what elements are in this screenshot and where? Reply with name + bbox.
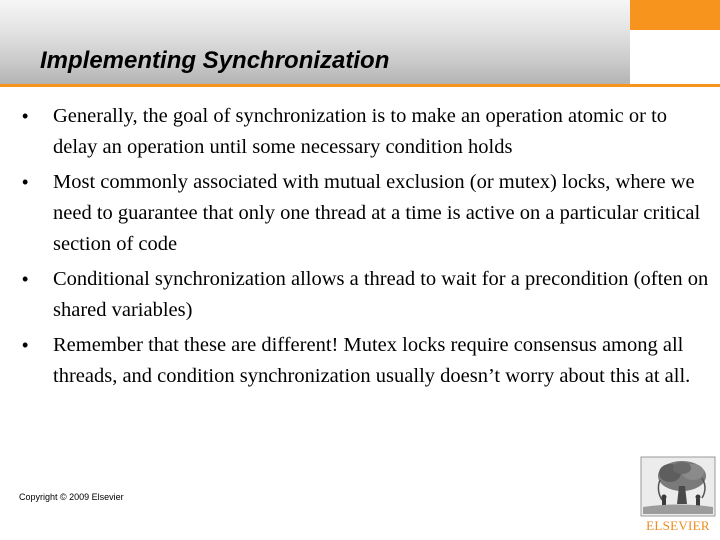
bullet-text: Generally, the goal of synchronization is to make an operation atomic or to delay an operation until some necessary condition holds [53, 105, 668, 158]
bullet-item [22, 264, 712, 326]
bullet-dot-icon: • [22, 269, 29, 289]
bullet-list [22, 101, 712, 396]
elsevier-logo [638, 456, 718, 536]
bullet-text: Conditional synchronization allows a thread to wait for a precondition (often on shared variables) [53, 268, 709, 321]
bullet-item [22, 167, 712, 260]
slide-title: Implementing Synchronization [40, 47, 390, 74]
accent-block [630, 0, 720, 30]
accent-divider [0, 84, 720, 87]
elsevier-wordmark: ELSEVIER [646, 518, 710, 533]
bullet-dot-icon: • [22, 106, 29, 126]
bullet-item [22, 330, 712, 392]
bullet-item [22, 101, 712, 163]
bullet-text: Remember that these are different! Mutex locks require consensus among all threads, and condition synchronization usually doesn’t worry about this at all. [53, 334, 691, 387]
bullet-dot-icon: • [22, 335, 29, 355]
elsevier-tree-icon [638, 456, 718, 518]
bullet-text: Most commonly associated with mutual exclusion (or mutex) locks, where we need to guarantee that only one thread at a time is active on a particular critical section of code [53, 171, 701, 255]
bullet-dot-icon: • [22, 172, 29, 192]
copyright-notice: Copyright © 2009 Elsevier [19, 492, 124, 502]
title-bar [0, 0, 630, 84]
